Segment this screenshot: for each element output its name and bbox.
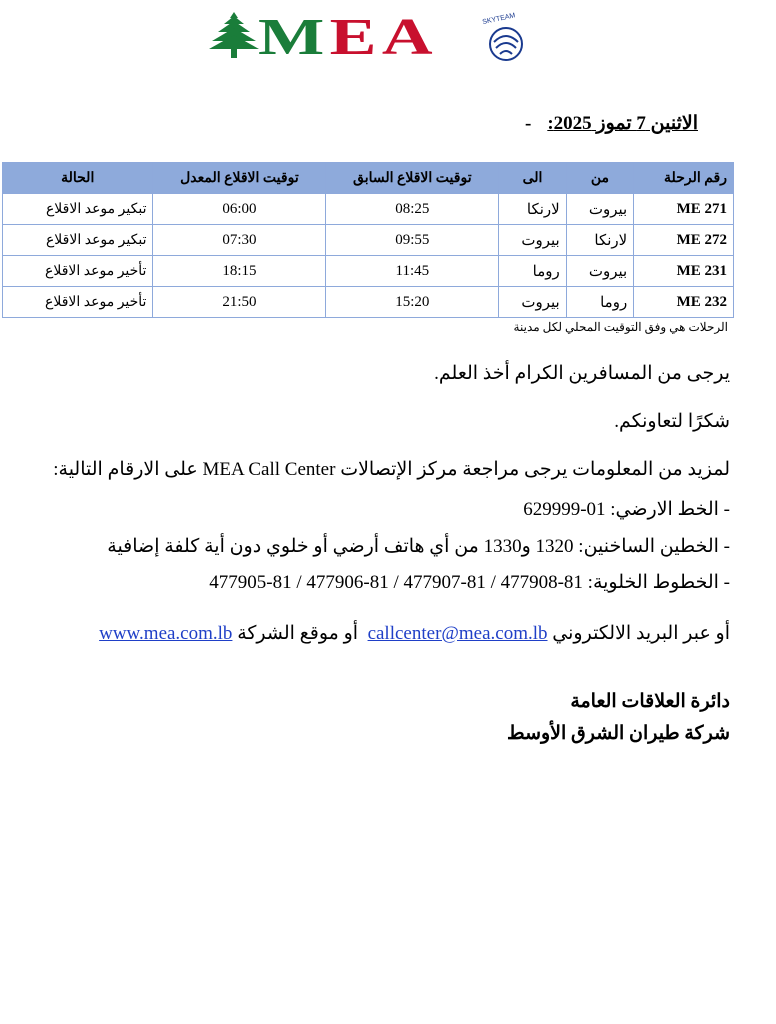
date-text: الاثنين 7 تموز 2025: bbox=[547, 113, 698, 134]
cell-new-time: 06:00 bbox=[153, 194, 326, 225]
header-prev-time: توقيت الاقلاع السابق bbox=[326, 163, 499, 194]
cell-from: روما bbox=[566, 287, 633, 318]
cell-to: بيروت bbox=[499, 225, 566, 256]
cell-flight: ME 272 bbox=[634, 225, 734, 256]
landline-text: - الخط الارضي: 01-629999 bbox=[523, 499, 730, 520]
mea-wordmark bbox=[258, 10, 438, 66]
thanks-text: شكرًا لتعاونكم. bbox=[614, 411, 730, 432]
cell-to: لارنكا bbox=[499, 194, 566, 225]
hotlines-text: - الخطين الساخنين: 1320 و1330 من أي هاتف أرضي أو خلوي دون أية كلفة إضافية bbox=[107, 536, 730, 557]
contact-line bbox=[99, 622, 730, 645]
cell-prev-time: 09:55 bbox=[326, 225, 499, 256]
email-prefix: أو عبر البريد الالكتروني bbox=[552, 623, 730, 644]
cell-status: تبكير موعد الاقلاع bbox=[3, 225, 153, 256]
date-heading bbox=[525, 112, 698, 135]
brand-ea: EA bbox=[329, 9, 439, 66]
skyteam-text: SKYTEAM bbox=[481, 12, 516, 27]
timezone-note: الرحلات هي وفق التوقيت المحلي لكل مدينة bbox=[513, 320, 728, 334]
website-link[interactable]: www.mea.com.lb bbox=[99, 623, 233, 644]
header-flight: رقم الرحلة bbox=[634, 163, 734, 194]
table-header-row bbox=[3, 163, 734, 194]
cell-to: روما bbox=[499, 256, 566, 287]
header-to: الى bbox=[499, 163, 566, 194]
more-info-text: لمزيد من المعلومات يرجى مراجعة مركز الإتصالات MEA Call Center على الارقام التالية: bbox=[53, 459, 730, 480]
site-prefix: أو موقع الشركة bbox=[237, 623, 359, 644]
flights-table bbox=[2, 162, 734, 318]
cell-flight: ME 232 bbox=[634, 287, 734, 318]
cell-new-time: 18:15 bbox=[153, 256, 326, 287]
date-bullet: - bbox=[524, 113, 532, 134]
cedar-tree-icon bbox=[208, 10, 260, 60]
cell-prev-time: 11:45 bbox=[326, 256, 499, 287]
table-row bbox=[3, 287, 734, 318]
department-name: دائرة العلاقات العامة bbox=[570, 691, 730, 712]
header-status: الحالة bbox=[3, 163, 153, 194]
table-row bbox=[3, 194, 734, 225]
cell-status: تأخير موعد الاقلاع bbox=[3, 256, 153, 287]
cell-status: تبكير موعد الاقلاع bbox=[3, 194, 153, 225]
cell-status: تأخير موعد الاقلاع bbox=[3, 287, 153, 318]
notice-text: يرجى من المسافرين الكرام أخذ العلم. bbox=[434, 363, 730, 384]
cell-flight: ME 271 bbox=[634, 194, 734, 225]
email-link[interactable]: callcenter@mea.com.lb bbox=[367, 623, 548, 644]
cell-prev-time: 08:25 bbox=[326, 194, 499, 225]
brand-m: M bbox=[258, 9, 330, 66]
cell-from: بيروت bbox=[566, 256, 633, 287]
table-row bbox=[3, 256, 734, 287]
cell-new-time: 07:30 bbox=[153, 225, 326, 256]
cell-from: لارنكا bbox=[566, 225, 633, 256]
cell-from: بيروت bbox=[566, 194, 633, 225]
cell-prev-time: 15:20 bbox=[326, 287, 499, 318]
header-from: من bbox=[566, 163, 633, 194]
cell-flight: ME 231 bbox=[634, 256, 734, 287]
table-row bbox=[3, 225, 734, 256]
mobile-lines-text: - الخطوط الخلوية: 81-477908 / 81-477907 / 81-477906 / 81-477905 bbox=[209, 572, 730, 593]
mea-logo bbox=[208, 8, 528, 68]
cell-to: بيروت bbox=[499, 287, 566, 318]
skyteam-logo-icon bbox=[478, 8, 526, 66]
header-new-time: توقيت الاقلاع المعدل bbox=[153, 163, 326, 194]
cell-new-time: 21:50 bbox=[153, 287, 326, 318]
company-name: شركة طيران الشرق الأوسط bbox=[507, 723, 730, 744]
